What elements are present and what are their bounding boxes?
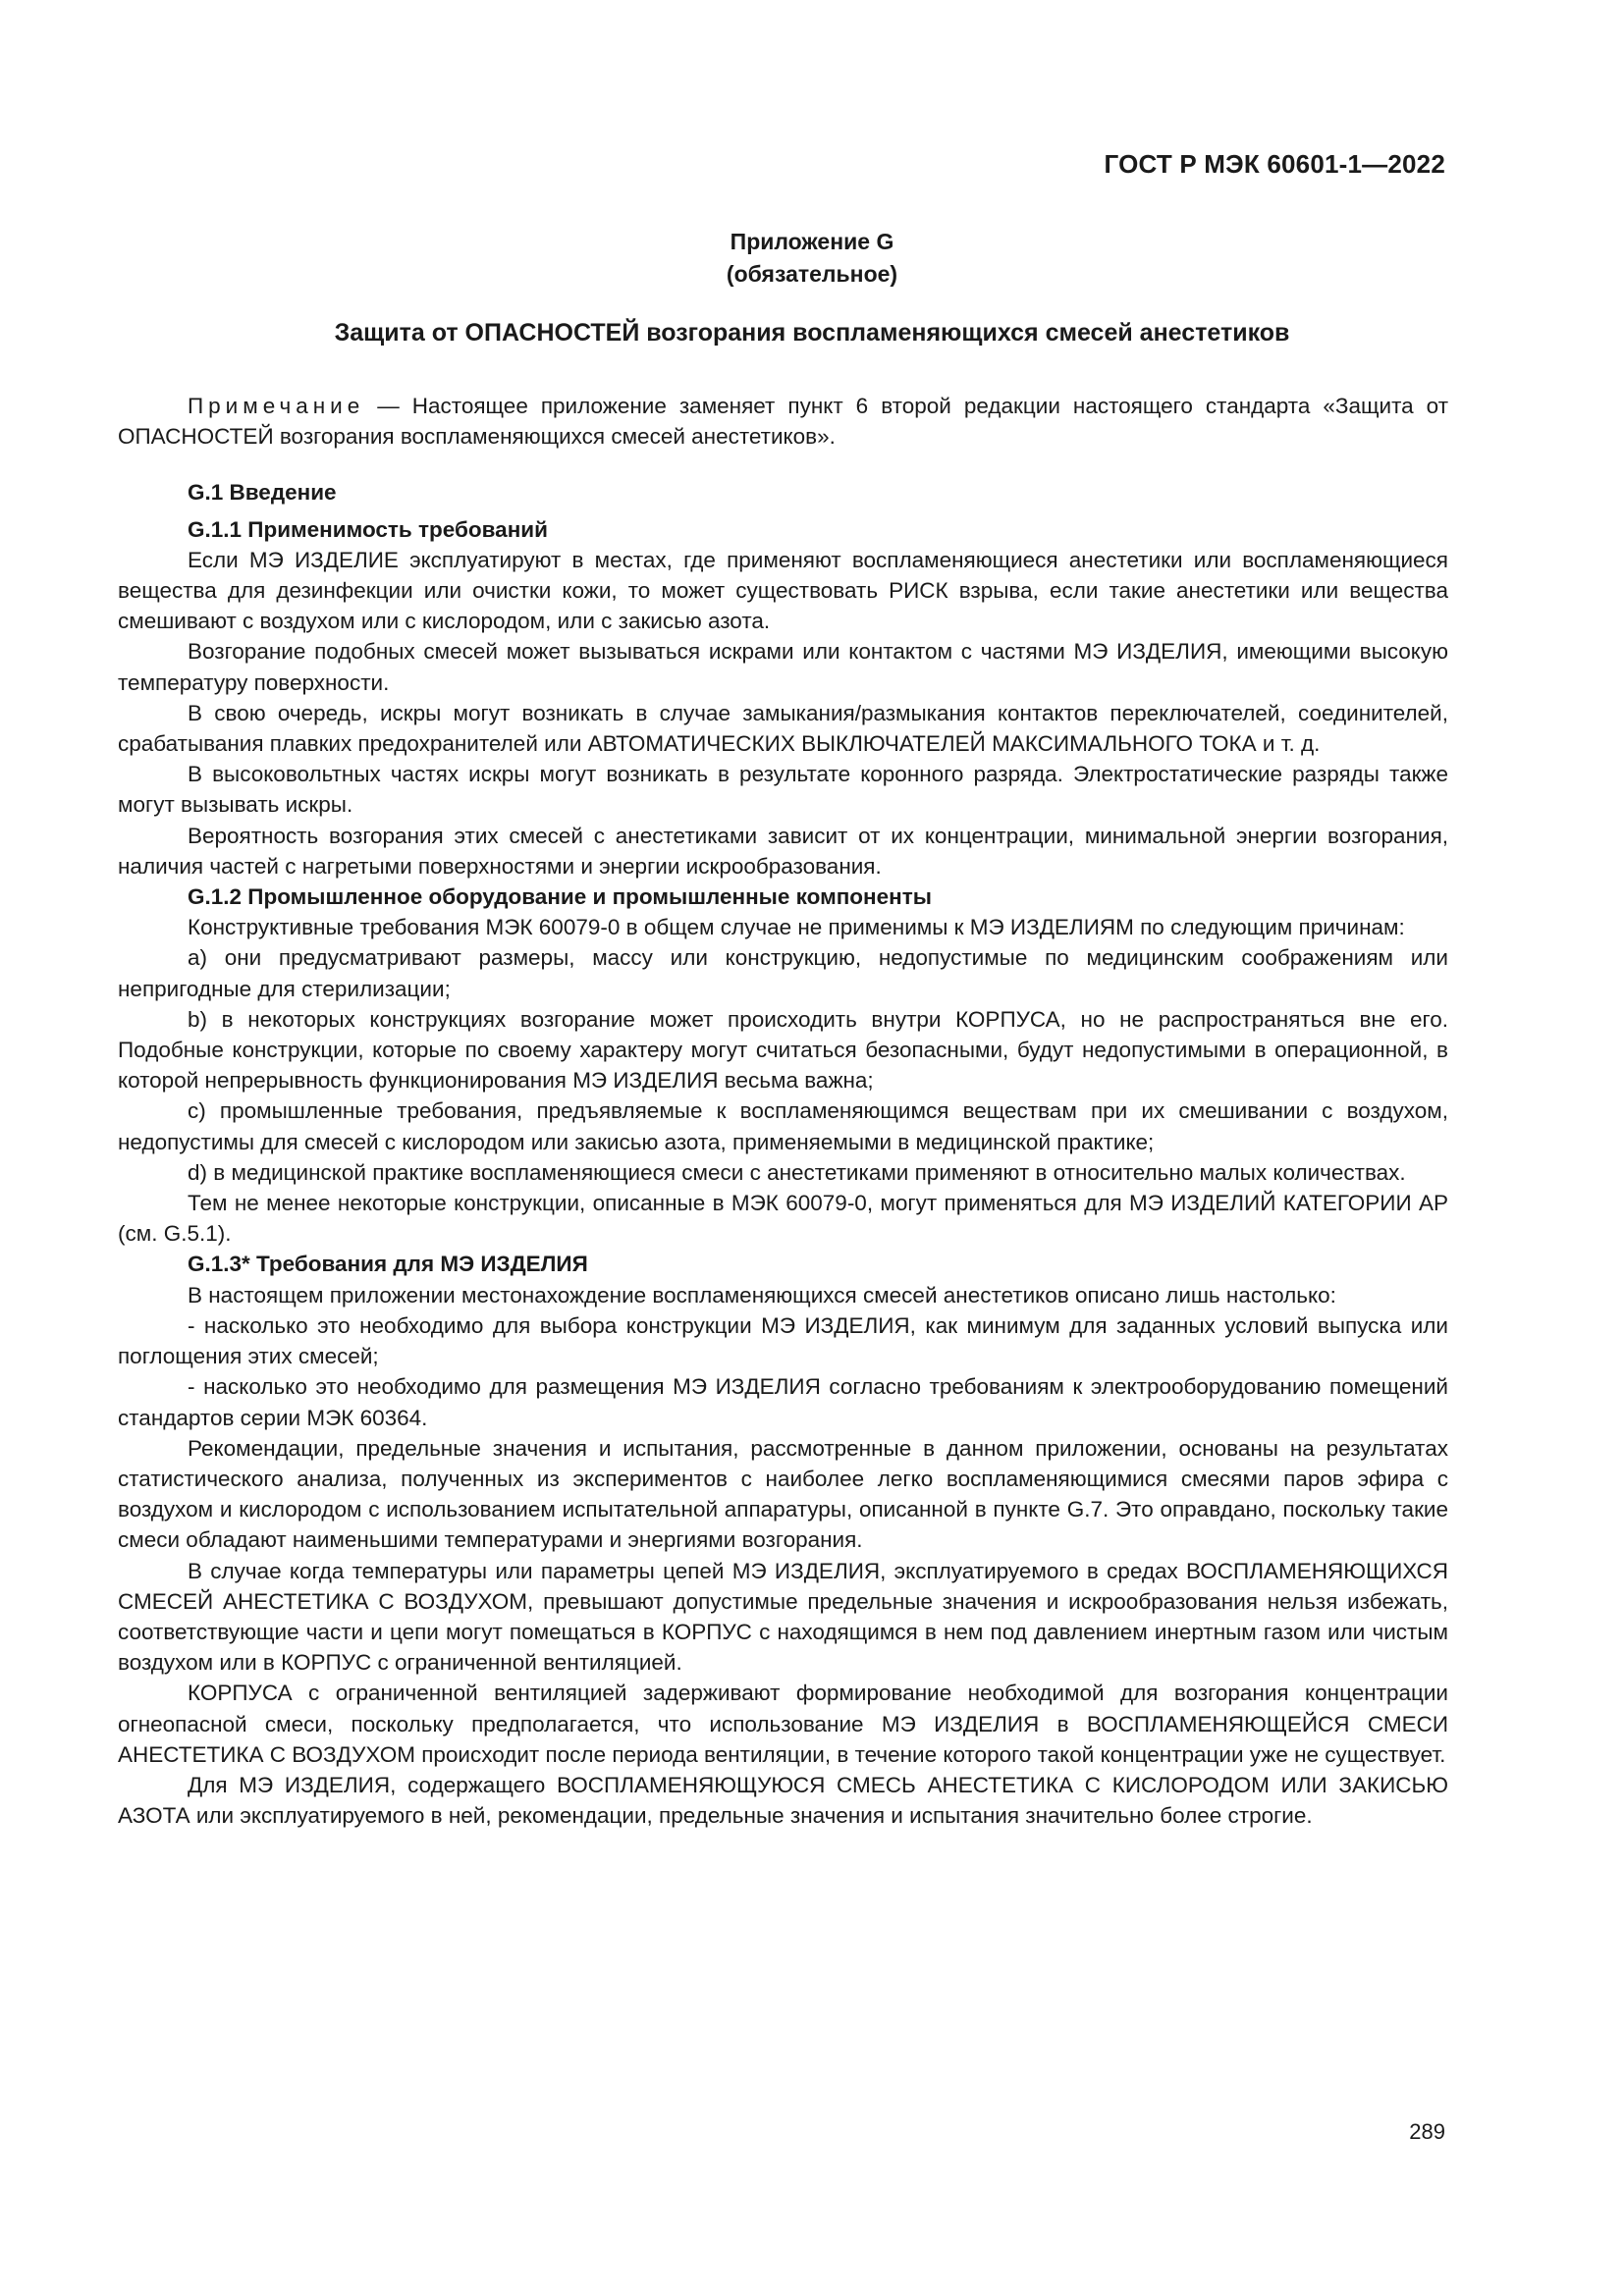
list-item: d) в медицинской практике воспламеняющиеся смеси с анестетиками применяют в относительно малых количествах.: [188, 1159, 1406, 1185]
page-number: 289: [1409, 2119, 1445, 2144]
section-heading-g11: G.1.1 Применимость требований: [188, 516, 548, 542]
list-item: - насколько это необходимо для выбора конструкции МЭ ИЗДЕЛИЯ, как минимум для заданных условий выпуска или поглощения этих смесей;: [118, 1312, 1448, 1369]
paragraph: В случае когда температуры или параметры цепей МЭ ИЗДЕЛИЯ, эксплуатируемого в средах ВОСПЛАМЕНЯЮЩИХСЯ СМЕСЕЙ АНЕСТЕТИКА С ВОЗДУХОМ, превышают допустимые предельные значения и искрообразования нельзя избежать, соответствующие части и цепи могут помещаться в КОРПУС с находящимся в нем под давлением инертным газом или чистым воздухом или в КОРПУС с ограниченной вентиляцией.: [118, 1558, 1448, 1676]
paragraph: Если МЭ ИЗДЕЛИЕ эксплуатируют в местах, где применяют воспламеняющиеся анестетики или воспламеняющиеся вещества для дезинфекции или очистки кожи, то может существовать РИСК взрыва, если такие анестетики или вещества смешивают с воздухом или с кислородом, или с закисью азота.: [118, 547, 1448, 634]
paragraph: Рекомендации, предельные значения и испытания, рассмотренные в данном приложении, основаны на результатах статистического анализа, полученных из экспериментов с наиболее легко воспламеняющимися смесями паров эфира с воздухом и кислородом с использованием испытательной аппаратуры, описанной в пункте G.7. Это оправдано, поскольку такие смеси обладают наименьшими температурами и энергиями возгорания.: [118, 1435, 1448, 1553]
list-item: a) они предусматривают размеры, массу или конструкцию, недопустимые по медицинским соображениям или непригодные для стерилизации;: [118, 945, 1448, 1001]
paragraph: Тем не менее некоторые конструкции, описанные в МЭК 60079-0, могут применяться для МЭ ИЗДЕЛИЙ КАТЕГОРИИ АР (см. G.5.1).: [118, 1191, 1448, 1247]
note-paragraph: [118, 391, 1448, 452]
annex-heading: [0, 226, 1624, 291]
note-label: Примечание: [188, 394, 365, 418]
section-heading-g12: G.1.2 Промышленное оборудование и промышленные компоненты: [188, 884, 932, 910]
paragraph: Для МЭ ИЗДЕЛИЯ, содержащего ВОСПЛАМЕНЯЮЩУЮСЯ СМЕСЬ АНЕСТЕТИКА С КИСЛОРОДОМ ИЛИ ЗАКИСЬЮ АЗОТА или эксплуатируемого в ней, рекомендации, предельные значения и испытания значительно более строгие.: [118, 1772, 1448, 1829]
annex-title: Защита от ОПАСНОСТЕЙ возгорания воспламеняющихся смесей анестетиков: [334, 319, 1290, 347]
note-text: — Настоящее приложение заменяет пункт 6 второй редакции настоящего стандарта «Защита от ОПАСНОСТЕЙ возгорания воспламеняющихся смесей анестетиков».: [118, 394, 1448, 450]
standard-code: ГОСТ Р МЭК 60601-1—2022: [1104, 149, 1445, 179]
annex-status: (обязательное): [726, 261, 898, 287]
list-item: - насколько это необходимо для размещения МЭ ИЗДЕЛИЯ согласно требованиям к электрооборудованию помещений стандартов серии МЭК 60364.: [118, 1374, 1448, 1430]
paragraph: В высоковольтных частях искры могут возникать в результате коронного разряда. Электростатические разряды также могут вызывать искры.: [118, 762, 1448, 818]
list-item: c) промышленные требования, предъявляемые к воспламеняющимся веществам при их смешивании с воздухом, недопустимы для смесей с кислородом или закисью азота, применяемыми в медицинской практике;: [118, 1098, 1448, 1154]
paragraph: Конструктивные требования МЭК 60079-0 в общем случае не применимы к МЭ ИЗДЕЛИЯМ по следующим причинам:: [188, 915, 1405, 940]
section-heading-g13: G.1.3* Требования для МЭ ИЗДЕЛИЯ: [188, 1252, 588, 1277]
document-body: [118, 391, 1448, 1831]
paragraph: Вероятность возгорания этих смесей с анестетиками зависит от их концентрации, минимальной энергии возгорания, наличия частей с нагретыми поверхностями и энергии искрообразования.: [118, 823, 1448, 879]
paragraph: В свою очередь, искры могут возникать в случае замыкания/размыкания контактов переключателей, соединителей, срабатывания плавких предохранителей или АВТОМАТИЧЕСКИХ ВЫКЛЮЧАТЕЛЕЙ МАКСИМАЛЬНОГО ТОКА и т. д.: [118, 700, 1448, 757]
section-heading-g1: G.1 Введение: [188, 480, 337, 506]
list-item: b) в некоторых конструкциях возгорание может происходить внутри КОРПУСА, но не распространяться вне его. Подобные конструкции, которые по своему характеру могут считаться безопасными, будут недопустимыми в операционной, в которой непрерывность функционирования МЭ ИЗДЕЛИЯ весьма важна;: [118, 1006, 1448, 1094]
paragraph: Возгорание подобных смесей может вызываться искрами или контактом с частями МЭ ИЗДЕЛИЯ, имеющими высокую температуру поверхности.: [118, 639, 1448, 695]
annex-label: Приложение G: [730, 229, 894, 254]
paragraph: КОРПУСА с ограниченной вентиляцией задерживают формирование необходимой для возгорания концентрации огнеопасной смеси, поскольку предполагается, что использование МЭ ИЗДЕЛИЯ в ВОСПЛАМЕНЯЮЩЕЙСЯ СМЕСИ АНЕСТЕТИКА С ВОЗДУХОМ происходит после периода вентиляции, в течение которого такой концентрации уже не существует.: [118, 1681, 1448, 1767]
paragraph: В настоящем приложении местонахождение воспламеняющихся смесей анестетиков описано лишь настолько:: [188, 1282, 1336, 1308]
